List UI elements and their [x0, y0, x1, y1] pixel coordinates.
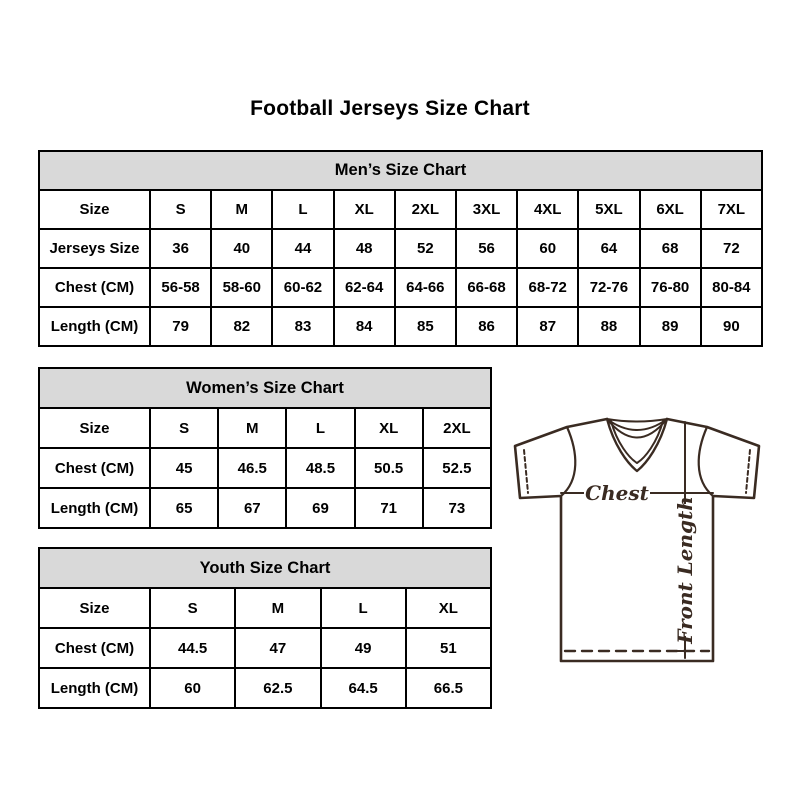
- value-cell: 45: [150, 448, 218, 488]
- value-cell: 5XL: [578, 190, 639, 229]
- value-cell: 4XL: [517, 190, 578, 229]
- table-section-header-row: [39, 368, 491, 408]
- jersey-illustration: [503, 400, 773, 672]
- value-cell: 52: [395, 229, 456, 268]
- value-cell: 82: [211, 307, 272, 346]
- table-row: [39, 488, 491, 528]
- table-section-header-row: [39, 151, 762, 190]
- table-section-header: Men’s Size Chart: [39, 151, 762, 190]
- value-cell: 68: [640, 229, 701, 268]
- jersey-left-cuff-stitch: [524, 450, 528, 493]
- table-row: [39, 268, 762, 307]
- value-cell: 83: [272, 307, 333, 346]
- jersey-outline: [515, 419, 759, 661]
- value-cell: S: [150, 190, 211, 229]
- value-cell: 65: [150, 488, 218, 528]
- value-cell: 80-84: [701, 268, 762, 307]
- value-cell: 64.5: [321, 668, 406, 708]
- table-row: [39, 190, 762, 229]
- table-section-header: Women’s Size Chart: [39, 368, 491, 408]
- row-label-cell: Jerseys Size: [39, 229, 150, 268]
- table-row: [39, 628, 491, 668]
- value-cell: 7XL: [701, 190, 762, 229]
- value-cell: L: [286, 408, 354, 448]
- value-cell: 62-64: [334, 268, 395, 307]
- value-cell: 66-68: [456, 268, 517, 307]
- jersey-collar-top: [607, 419, 667, 422]
- jersey-left-armhole-seam: [561, 427, 575, 496]
- value-cell: 90: [701, 307, 762, 346]
- row-label-cell: Length (CM): [39, 668, 150, 708]
- jersey-right-cuff-stitch: [746, 450, 750, 493]
- row-label-cell: Chest (CM): [39, 448, 150, 488]
- row-label-cell: Length (CM): [39, 488, 150, 528]
- table-row: [39, 307, 762, 346]
- value-cell: XL: [406, 588, 491, 628]
- jersey-right-armhole-seam: [699, 427, 713, 496]
- value-cell: 56: [456, 229, 517, 268]
- value-cell: 48: [334, 229, 395, 268]
- value-cell: 88: [578, 307, 639, 346]
- row-label-cell: Chest (CM): [39, 628, 150, 668]
- value-cell: 62.5: [235, 668, 320, 708]
- page-title: Football Jerseys Size Chart: [250, 97, 530, 120]
- mens-size-chart-table: [38, 150, 763, 347]
- value-cell: M: [235, 588, 320, 628]
- value-cell: 48.5: [286, 448, 354, 488]
- table-section-header: Youth Size Chart: [39, 548, 491, 588]
- womens-size-chart-table: [38, 367, 492, 529]
- value-cell: 47: [235, 628, 320, 668]
- value-cell: 73: [423, 488, 491, 528]
- value-cell: 84: [334, 307, 395, 346]
- jersey-vneck-inner: [611, 421, 663, 463]
- value-cell: S: [150, 408, 218, 448]
- value-cell: 2XL: [395, 190, 456, 229]
- value-cell: 66.5: [406, 668, 491, 708]
- row-label-cell: Size: [39, 408, 150, 448]
- value-cell: 76-80: [640, 268, 701, 307]
- table-row: [39, 408, 491, 448]
- value-cell: 36: [150, 229, 211, 268]
- value-cell: 68-72: [517, 268, 578, 307]
- value-cell: 60: [517, 229, 578, 268]
- chest-label: Chest: [585, 481, 649, 505]
- value-cell: 40: [211, 229, 272, 268]
- table-row: [39, 588, 491, 628]
- value-cell: 64: [578, 229, 639, 268]
- value-cell: 64-66: [395, 268, 456, 307]
- value-cell: 52.5: [423, 448, 491, 488]
- value-cell: 49: [321, 628, 406, 668]
- value-cell: 50.5: [355, 448, 423, 488]
- value-cell: 60-62: [272, 268, 333, 307]
- value-cell: M: [211, 190, 272, 229]
- value-cell: 44: [272, 229, 333, 268]
- table-row: [39, 448, 491, 488]
- value-cell: 58-60: [211, 268, 272, 307]
- row-label-cell: Chest (CM): [39, 268, 150, 307]
- value-cell: M: [218, 408, 286, 448]
- row-label-cell: Size: [39, 588, 150, 628]
- value-cell: 67: [218, 488, 286, 528]
- value-cell: XL: [334, 190, 395, 229]
- value-cell: 79: [150, 307, 211, 346]
- value-cell: 85: [395, 307, 456, 346]
- value-cell: 89: [640, 307, 701, 346]
- value-cell: 51: [406, 628, 491, 668]
- youth-size-chart-table: [38, 547, 492, 709]
- value-cell: 3XL: [456, 190, 517, 229]
- value-cell: 72: [701, 229, 762, 268]
- jersey-measurement-diagram: [503, 400, 773, 672]
- table-row: [39, 229, 762, 268]
- value-cell: 2XL: [423, 408, 491, 448]
- row-label-cell: Length (CM): [39, 307, 150, 346]
- value-cell: 46.5: [218, 448, 286, 488]
- value-cell: S: [150, 588, 235, 628]
- value-cell: 44.5: [150, 628, 235, 668]
- value-cell: 56-58: [150, 268, 211, 307]
- value-cell: 87: [517, 307, 578, 346]
- value-cell: 6XL: [640, 190, 701, 229]
- row-label-cell: Size: [39, 190, 150, 229]
- table-section-header-row: [39, 548, 491, 588]
- value-cell: 60: [150, 668, 235, 708]
- value-cell: L: [321, 588, 406, 628]
- value-cell: 86: [456, 307, 517, 346]
- value-cell: L: [272, 190, 333, 229]
- table-row: [39, 668, 491, 708]
- value-cell: 71: [355, 488, 423, 528]
- value-cell: 72-76: [578, 268, 639, 307]
- value-cell: XL: [355, 408, 423, 448]
- front-length-label: Front Length: [673, 496, 697, 644]
- value-cell: 69: [286, 488, 354, 528]
